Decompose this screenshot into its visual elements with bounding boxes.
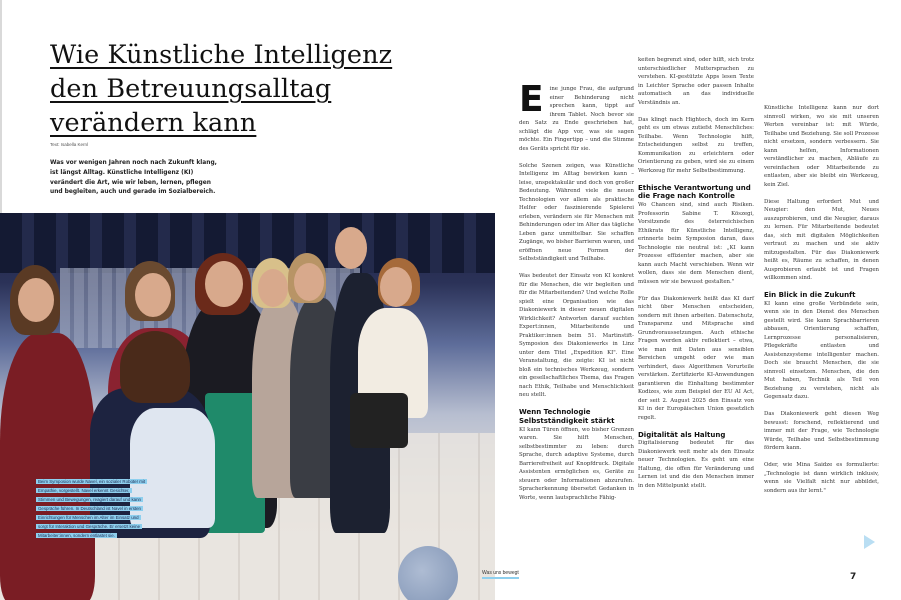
paragraph: Künstliche Intelligenz kann nur dort sinnvoll wirken, wo sie mit unseren Werten vereinbar ist: mit Würde, Teilhabe und Beziehung. Sie soll Prozesse nicht ersetzen, sondern verbessern. Sie kann helfen, Informationen verständlicher zu machen, Abläufe zu vereinfachen oder Mitarbeitende zu entlasten, aber sie bleibt ein Werkzeug, kein Ziel. bbox=[764, 105, 879, 188]
caption-text: Beim Symposion wurde Navel, ein sozialer Roboter mit Empathie, vorgestellt. Navel erkennt Gesichter, Stimmen und Bewegungen, reagiert darauf und kann Gespräche führen. In Deutschland ist Navel in ersten Einrichtungen für Menschen im Alter im Einsatz und sorgt für Interaktion und Gespräche. Er ersetzt keine Mitarbeiter:innen, sondern entlastet sie. bbox=[38, 479, 146, 538]
event-photo bbox=[0, 213, 495, 600]
dropcap: E bbox=[519, 79, 544, 120]
paragraph: keiten begrenzt sind, oder hilft, sich trotz unterschiedlicher Muttersprachen zu verstehen. KI-gestützte Apps lesen Texte in Leichter Sprache oder passen Inhalte automatisch an das individuelle Verständnis an. bbox=[638, 57, 754, 106]
title-line-1: Wie Künstliche Intelligenz bbox=[50, 40, 393, 70]
article-title bbox=[50, 38, 450, 140]
text-column-2 bbox=[638, 56, 754, 499]
text-column-1 bbox=[519, 79, 634, 511]
paragraph: Oder, wie Mina Saidze es formulierte: „Technologie ist dann wirklich inklusiv, wenn sie Vielfalt nicht nur abbildet, sondern aus ihr lernt." bbox=[764, 462, 879, 494]
person-silhouette bbox=[0, 333, 95, 600]
title-line-2: den Betreuungsalltag bbox=[50, 74, 332, 104]
photo-caption bbox=[36, 477, 146, 540]
byline: Text: Isabella Kernl bbox=[50, 142, 89, 147]
photo-background-curtain bbox=[0, 213, 495, 273]
title-line-3: verändern kann bbox=[50, 108, 257, 138]
paragraph: KI kann eine große Verbündete sein, wenn sie in den Dienst des Menschen gestellt wird. Sie kann Sprachbarrieren abbauen, Orientierung schaffen, Lernprozesse personalisieren, Pflegekräfte entlasten und Assistenzsysteme intelligenter machen. Doch sie braucht Menschen, die sie sinnvoll einsetzen. Menschen, die den Mut haben, Technik als Teil von Beziehung zu verstehen, nicht als Gegensatz dazu. bbox=[764, 300, 879, 401]
paragraph: Das Diakoniewerk geht diesen Weg bewusst: forschend, reflektierend und immer mit der Frage, wie Technologie Würde, Teilhabe und Selbstbestimmung fördern kann. bbox=[764, 411, 879, 452]
person-head bbox=[258, 269, 288, 307]
paragraph: Diese Haltung erfordert Mut und Neugier: den Mut, Neues auszuprobieren, und die Neugier, daraus zu lernen. Für Mitarbeitende bedeutet das, sich mit digitalen Möglichkeiten vertraut zu machen und sie aktiv mitzugestalten. Für das Diakoniewerk heißt es, Räume zu schaffen, in denen Ausprobieren erlaubt ist und Fragen willkommen sind. bbox=[764, 198, 879, 281]
paragraph bbox=[519, 79, 634, 153]
person-skirt bbox=[350, 393, 408, 448]
lead-paragraph: Was vor wenigen Jahren noch nach Zukunft klang, ist längst Alltag. Künstliche Intelligenz (KI) verändert die Art, wie wir leben, lernen, pflegen und begleiten, auch und gerade im Sozialbereich. bbox=[50, 160, 217, 196]
paragraph: Das klingt nach Hightech, doch im Kern geht es um etwas zutiefst Menschliches: Teilhabe. Wenn Technologie hilft, Entscheidungen selbst zu treffen, Kommunikation zu erleichtern oder Orientierung zu geben, wird sie zu einem Werkzeug für mehr Selbstbestimmung. bbox=[638, 116, 754, 174]
subheading: Wenn Technologie Selbstständigkeit stärkt bbox=[519, 408, 615, 425]
subheading: Ein Blick in die Zukunft bbox=[764, 291, 856, 299]
subheading: Digitalität als Haltung bbox=[638, 430, 726, 439]
person-head bbox=[135, 273, 171, 317]
paragraph: Digitalisierung bedeutet für das Diakoniewerk weit mehr als den Einsatz neuer Technologien. Es geht um eine Haltung, die offen für Veränderung und Lernen ist und die den Menschen immer in den Mittelpunkt stellt. bbox=[638, 440, 754, 489]
person-head bbox=[380, 267, 412, 307]
person-head bbox=[294, 263, 324, 301]
paragraph: Wo Chancen sind, sind auch Risiken. Professorin Sabine T. Köszegi, Vorsitzende des österreichischen Ethikrats für Künstliche Intelligenz, erinnerte beim Symposion daran, dass Technologie nie neutral ist: „KI kann Prozesse effizienter machen, aber sie kann auch Macht verschieben. Wenn wir wollen, dass sie dem Menschen dient, müssen wir sie bewusst gestalten." bbox=[638, 202, 754, 285]
paragraph: Was bedeutet der Einsatz von KI konkret für die Menschen, die wir begleiten und für die Mitarbeitenden? Und welche Rolle spielt eine Organisation wie das Diakoniewerk in dieser neuen digitalen Wirklichkeit? Antworten darauf suchten Expert:innen, Mitarbeitende und Praktiker:innen beim 51. Martinstift-Symposion des Diakoniewerks in Linz unter dem Titel „Expedition KI". Eine Veranstaltung, die zeigte: KI ist nicht bloß ein technisches Werkzeug, sondern ein gesellschaftliches Thema, das Fragen nach Ethik, Teilhabe und Menschlichkeit neu stellt. bbox=[519, 273, 634, 398]
paragraph: Solche Szenen zeigen, was Künstliche Intelligenz im Alltag bewirken kann – leise, unspektakulär und doch von großer Bedeutung. Während viele die neuen Technologien vor allem als praktische Helfer oder faszinierende Spielerei erleben, verändern sie für Menschen mit Behinderungen oder im Alter das tägliche Leben ganz unmittelbar. Sie schaffen Zugänge, wo bisher Barrieren waren, und eröffnen neue Formen der Selbstständigkeit und Teilhabe. bbox=[519, 162, 634, 262]
page-number: 7 bbox=[850, 572, 857, 582]
person-head bbox=[335, 227, 367, 269]
paragraph: KI kann Türen öffnen, wo bisher Grenzen waren. Sie hilft Menschen, selbstbestimmter zu leben: durch Sprache, durch adaptive Systeme, durch Barrierefreiheit auf Knopfdruck. Digitale Assistenten ermöglichen es, Geräte zu steuern oder Informationen abzurufen. Spracherkennung übersetzt Gedanken in Worte, wenn lautsprachliche Fähig- bbox=[519, 426, 634, 501]
person-hair bbox=[120, 331, 190, 403]
subheading: Ethische Verantwortung und die Frage nach Kontrolle bbox=[638, 183, 751, 201]
paragraph-text: ine junge Frau, die aufgrund einer Behinderung nicht sprechen kann, tippt auf ihrem Tablet. Noch bevor sie den Satz zu Ende geschrieben hat, schlägt die App vor, was sie sagen möchte. Ein Fingertipp – und die Stimme des Geräts spricht für sie. bbox=[519, 86, 634, 152]
text-column-3 bbox=[764, 104, 879, 504]
person-head bbox=[205, 261, 243, 307]
next-page-triangle-icon[interactable] bbox=[864, 535, 875, 549]
person-head bbox=[18, 278, 54, 322]
paragraph: Für das Diakoniewerk heißt das KI darf nicht über Menschen entscheiden, sondern mit ihnen arbeiten. Datenschutz, Transparenz und Mitsprache sind Grundvoraussetzungen. Auch ethische Fragen werden aktiv reflektiert – etwa, wie man mit Daten aus sensiblen Bereichen umgeht oder wie man verhindert, dass Algorithmen Vorurteile verstärken. Zertifizierte KI-Anwendungen garantieren die Einhaltung bestimmter Kodizes, wie zum Beispiel der EU AI Act, der seit 2. August 2025 den Einsatz von KI in der Europäischen Union gesetzlich regelt. bbox=[638, 295, 754, 421]
section-label: Was uns bewegt bbox=[482, 570, 519, 579]
robot-head bbox=[398, 546, 458, 600]
